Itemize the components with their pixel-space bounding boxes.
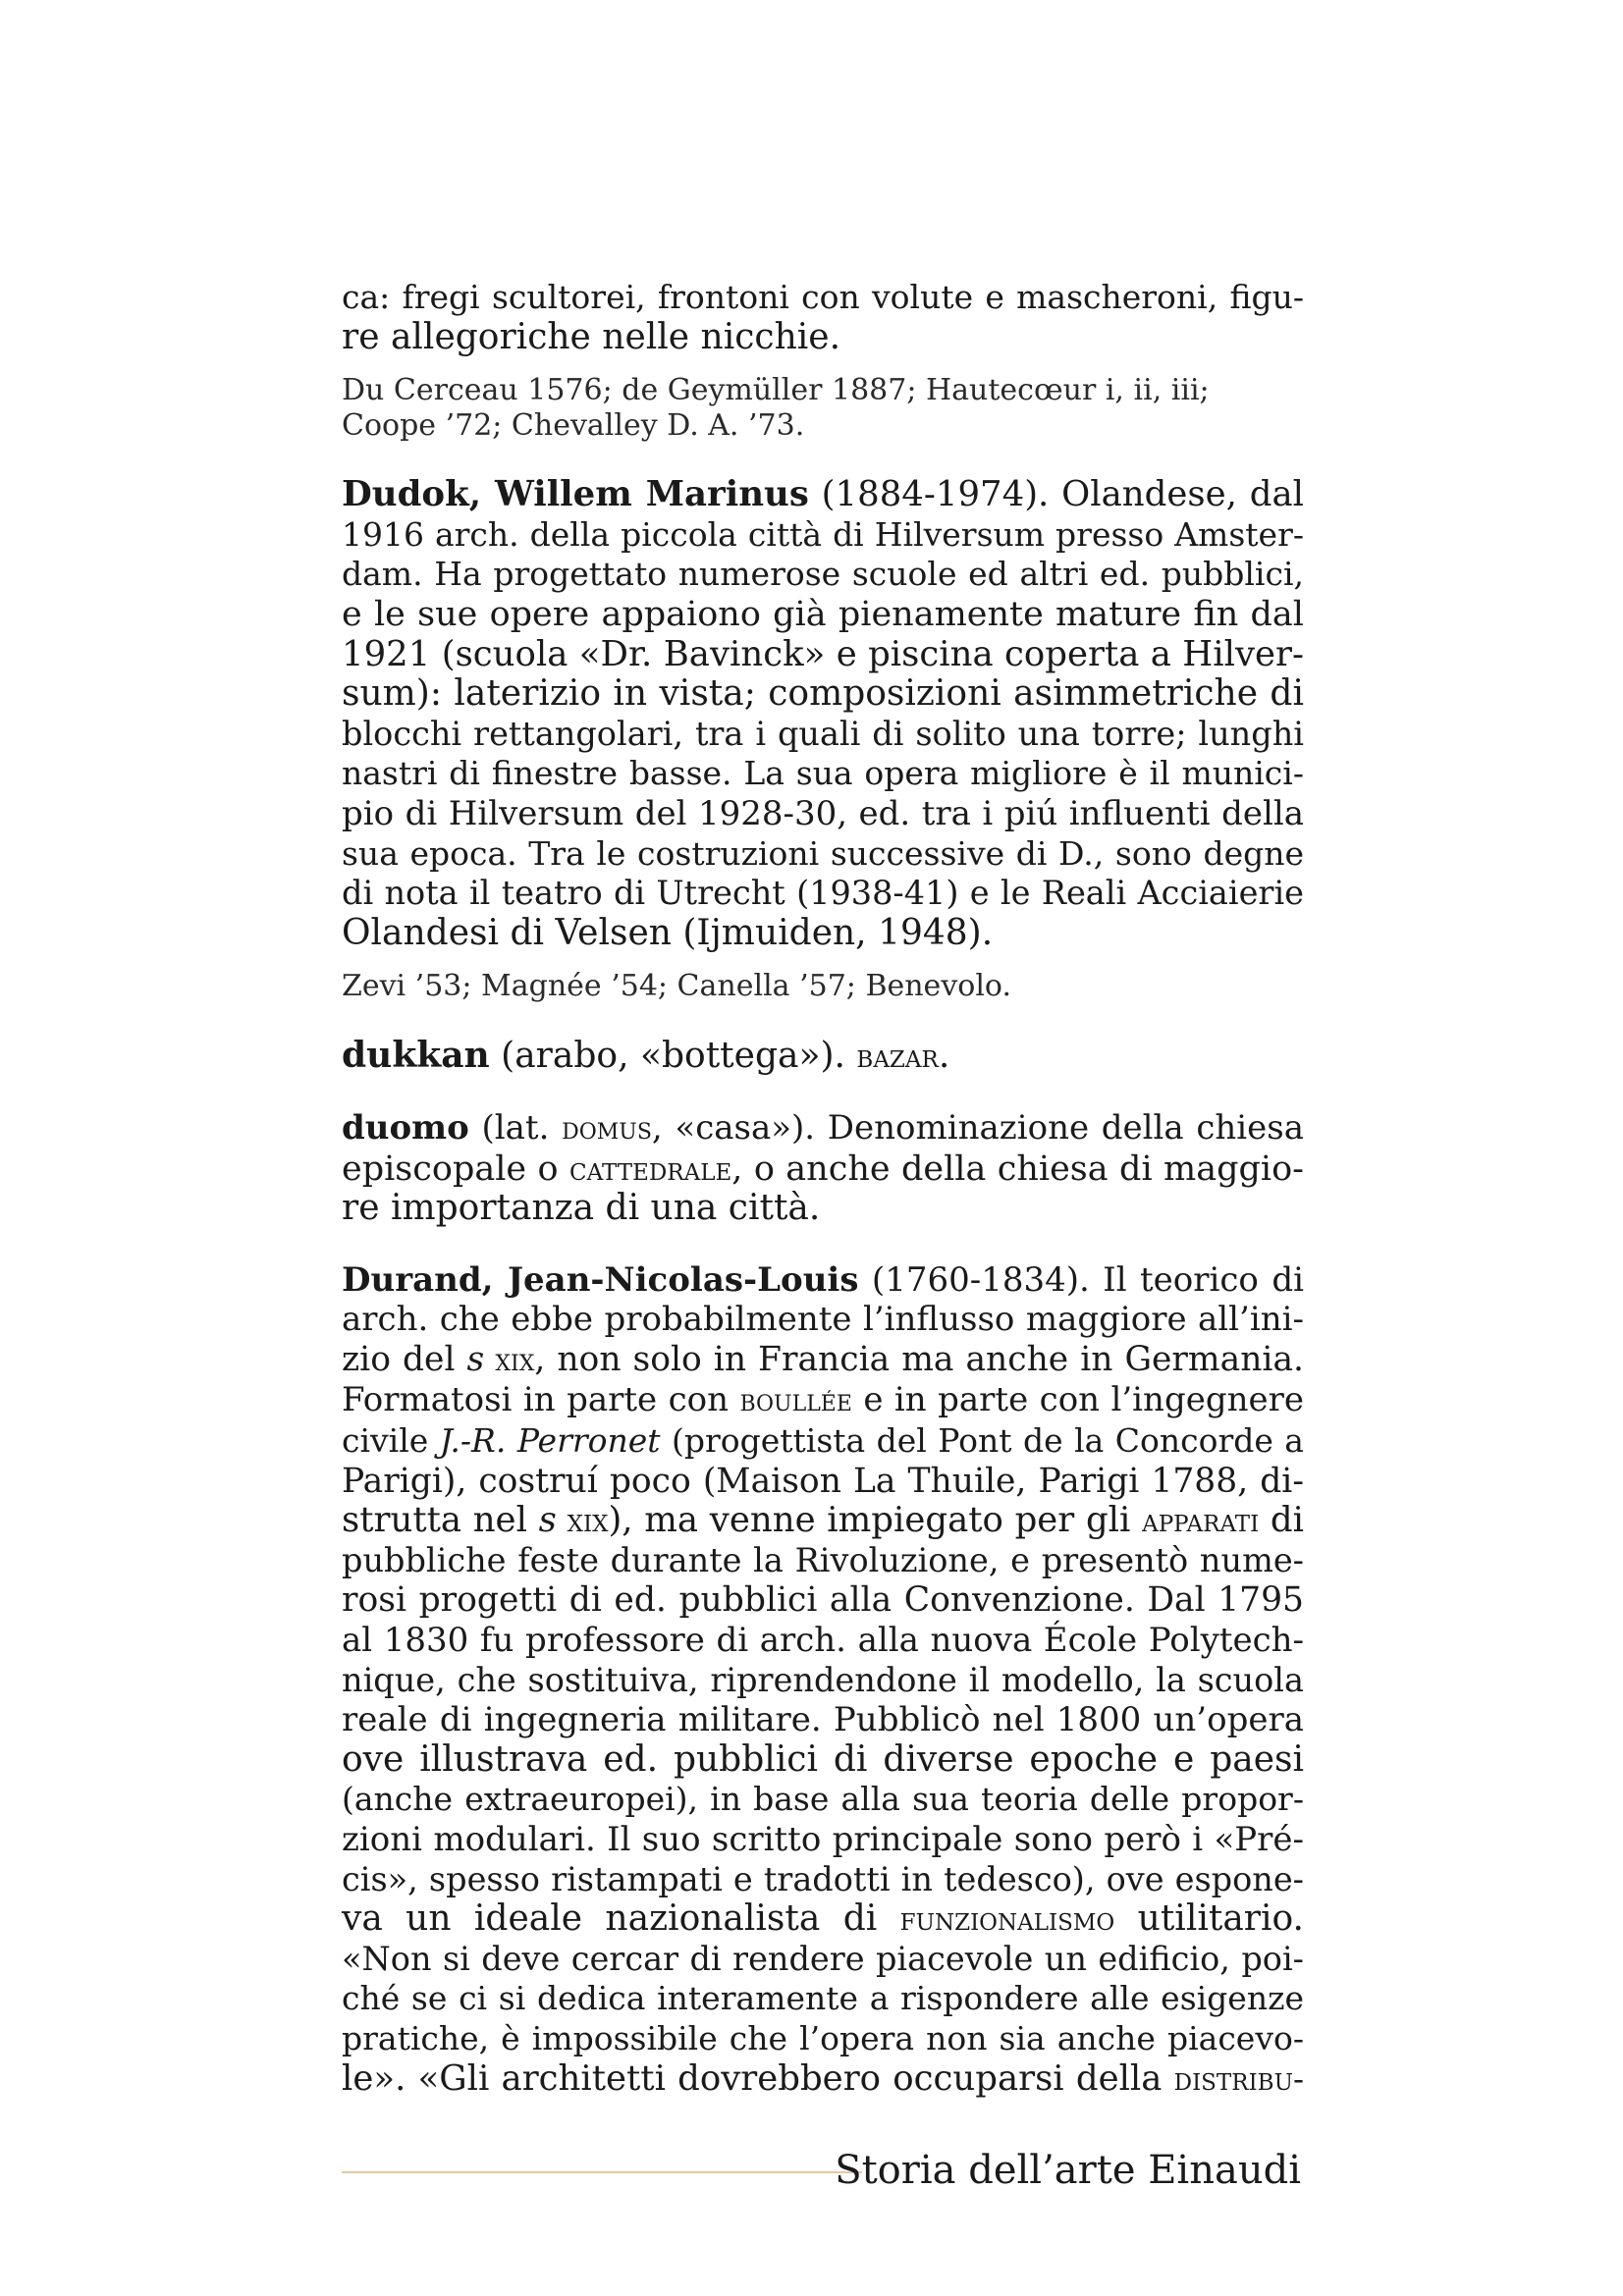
headword: dukkan <box>342 1035 490 1077</box>
cross-reference: bazar <box>856 1037 939 1076</box>
text-line: nique, che sostituiva, riprendendone il modello, la scuola <box>342 1660 1304 1699</box>
text-line: blocchi rettangolari, tra i quali di solito una torre; lunghi <box>342 714 1304 753</box>
bibliography <box>342 969 1304 1004</box>
footer-publisher: Storia dell’arte Einaudi <box>835 2148 1301 2193</box>
text-line: dam. Ha progettato numerose scuole ed altri ed. pubblici, <box>342 555 1304 594</box>
cross-reference: distribu- <box>1173 2059 1304 2098</box>
text-line: Parigi), costruí poco (Maison La Thuile, Parigi 1788, di- <box>342 1461 1304 1501</box>
text-line: arch. che ebbe probabilmente l’influsso maggiore all’ini- <box>342 1300 1304 1340</box>
text-line: zio del s xix, non solo in Francia ma anche in Germania. <box>342 1339 1304 1379</box>
cross-reference: boullée <box>739 1383 852 1419</box>
text-line: Dudok, Willem Marinus (1884-1974). Olandese, dal <box>342 474 1304 515</box>
text-line: e le sue opere appaiono già pienamente mature fin dal <box>342 594 1304 634</box>
entry-durand <box>342 1260 1304 2099</box>
text-line: episcopale o cattedrale, o anche della chiesa di maggio- <box>342 1148 1304 1189</box>
entry-continuation <box>342 278 1304 444</box>
entry-duomo <box>342 1108 1304 1229</box>
text-line: pubbliche feste durante la Rivoluzione, e presentò nume- <box>342 1540 1304 1579</box>
text-line: «Non si deve cercar di rendere piacevole un edificio, poi- <box>342 1939 1304 1978</box>
cross-reference: cattedrale <box>569 1149 732 1188</box>
text-line: civile J.-R. Perronet (progettista del Pont de la Concorde a <box>342 1421 1304 1461</box>
text-line: ove illustrava ed. pubblici di diverse epoche e paesi <box>342 1738 1304 1780</box>
cross-reference: funzionalismo <box>899 1899 1115 1939</box>
text-line: Formatosi in parte con boullée e in parte con l’ingegnere <box>342 1380 1304 1420</box>
entry-dukkan <box>342 1036 1304 1077</box>
headword: Durand, Jean-Nicolas-Louis <box>342 1259 859 1300</box>
text-line: cis», spesso ristampati e tradotti in tedesco), ove espone- <box>342 1859 1304 1898</box>
text-line: rosi progetti di ed. pubblici alla Convenzione. Dal 1795 <box>342 1580 1304 1621</box>
text-line: zioni modulari. Il suo scritto principale sono però i «Pré- <box>342 1820 1304 1859</box>
entry-body <box>342 1260 1304 2099</box>
text-line: 1921 (scuola «Dr. Bavinck» e piscina coperta a Hilver- <box>342 633 1304 674</box>
entry-body <box>342 1108 1304 1229</box>
text-line: le». «Gli architetti dovrebbero occuparsi della distribu- <box>342 2057 1304 2099</box>
text-line: (anche extraeuropei), in base alla sua teoria delle propor- <box>342 1780 1304 1819</box>
text-column <box>342 278 1304 2099</box>
text-line: pio di Hilversum del 1928-30, ed. tra i piú influenti della <box>342 793 1304 833</box>
text-line: reale di ingegneria militare. Pubblicò nel 1800 un’opera <box>342 1700 1304 1740</box>
bibliography-line: Coope ’72; Chevalley D. A. ’73. <box>342 408 805 444</box>
text-line: sum): laterizio in vista; composizioni asimmetriche di <box>342 673 1304 715</box>
headword: duomo <box>342 1107 469 1148</box>
bibliography-line: Du Cerceau 1576; de Geymüller 1887; Hautecœur i, ii, iii; <box>342 373 1210 408</box>
text-line: al 1830 fu professore di arch. alla nuova École Polytech- <box>342 1621 1304 1661</box>
entry-body <box>342 475 1304 953</box>
text-line: ca: fregi scultorei, frontoni con volute e mascheroni, figu- <box>342 278 1304 316</box>
text-line: nastri di finestre basse. La sua opera migliore è il munici- <box>342 754 1304 793</box>
text-line: 1916 arch. della piccola città di Hilversum presso Amster- <box>342 514 1304 554</box>
text-line: ché se ci si dedica interamente a rispondere alle esigenze <box>342 1979 1304 2018</box>
text-line: re importanza di una città. <box>342 1188 821 1229</box>
footer-divider <box>342 2171 862 2173</box>
text-line: Durand, Jean-Nicolas-Louis (1760-1834). Il teorico di <box>342 1259 1304 1300</box>
text-line: va un ideale nazionalista di funzionalismo utilitario. <box>342 1898 1304 1940</box>
entry-body <box>342 278 1304 357</box>
headword: Dudok, Willem Marinus <box>342 474 809 515</box>
text-line: dukkan (arabo, «bottega»). bazar. <box>342 1035 950 1077</box>
bibliography-line: Zevi ’53; Magnée ’54; Canella ’57; Benevolo. <box>342 969 1011 1004</box>
text-line: strutta nel s xix), ma venne impiegato per gli apparati di <box>342 1500 1304 1541</box>
bibliography <box>342 373 1304 444</box>
text-line: re allegoriche nelle nicchie. <box>342 316 841 357</box>
text-line: di nota il teatro di Utrecht (1938-41) e le Reali Acciaierie <box>342 874 1304 913</box>
text-line: pratiche, è impossibile che l’opera non sia anche piacevo- <box>342 2018 1304 2057</box>
text-line: Olandesi di Velsen (Ijmuiden, 1948). <box>342 912 994 953</box>
entry-dudok <box>342 475 1304 1004</box>
entry-body <box>342 1036 1304 1077</box>
text-line: duomo (lat. domus, «casa»). Denominazione della chiesa <box>342 1107 1305 1148</box>
cross-reference: apparati <box>1142 1502 1260 1540</box>
text-line: sua epoca. Tra le costruzioni successive di D., sono degne <box>342 833 1304 873</box>
